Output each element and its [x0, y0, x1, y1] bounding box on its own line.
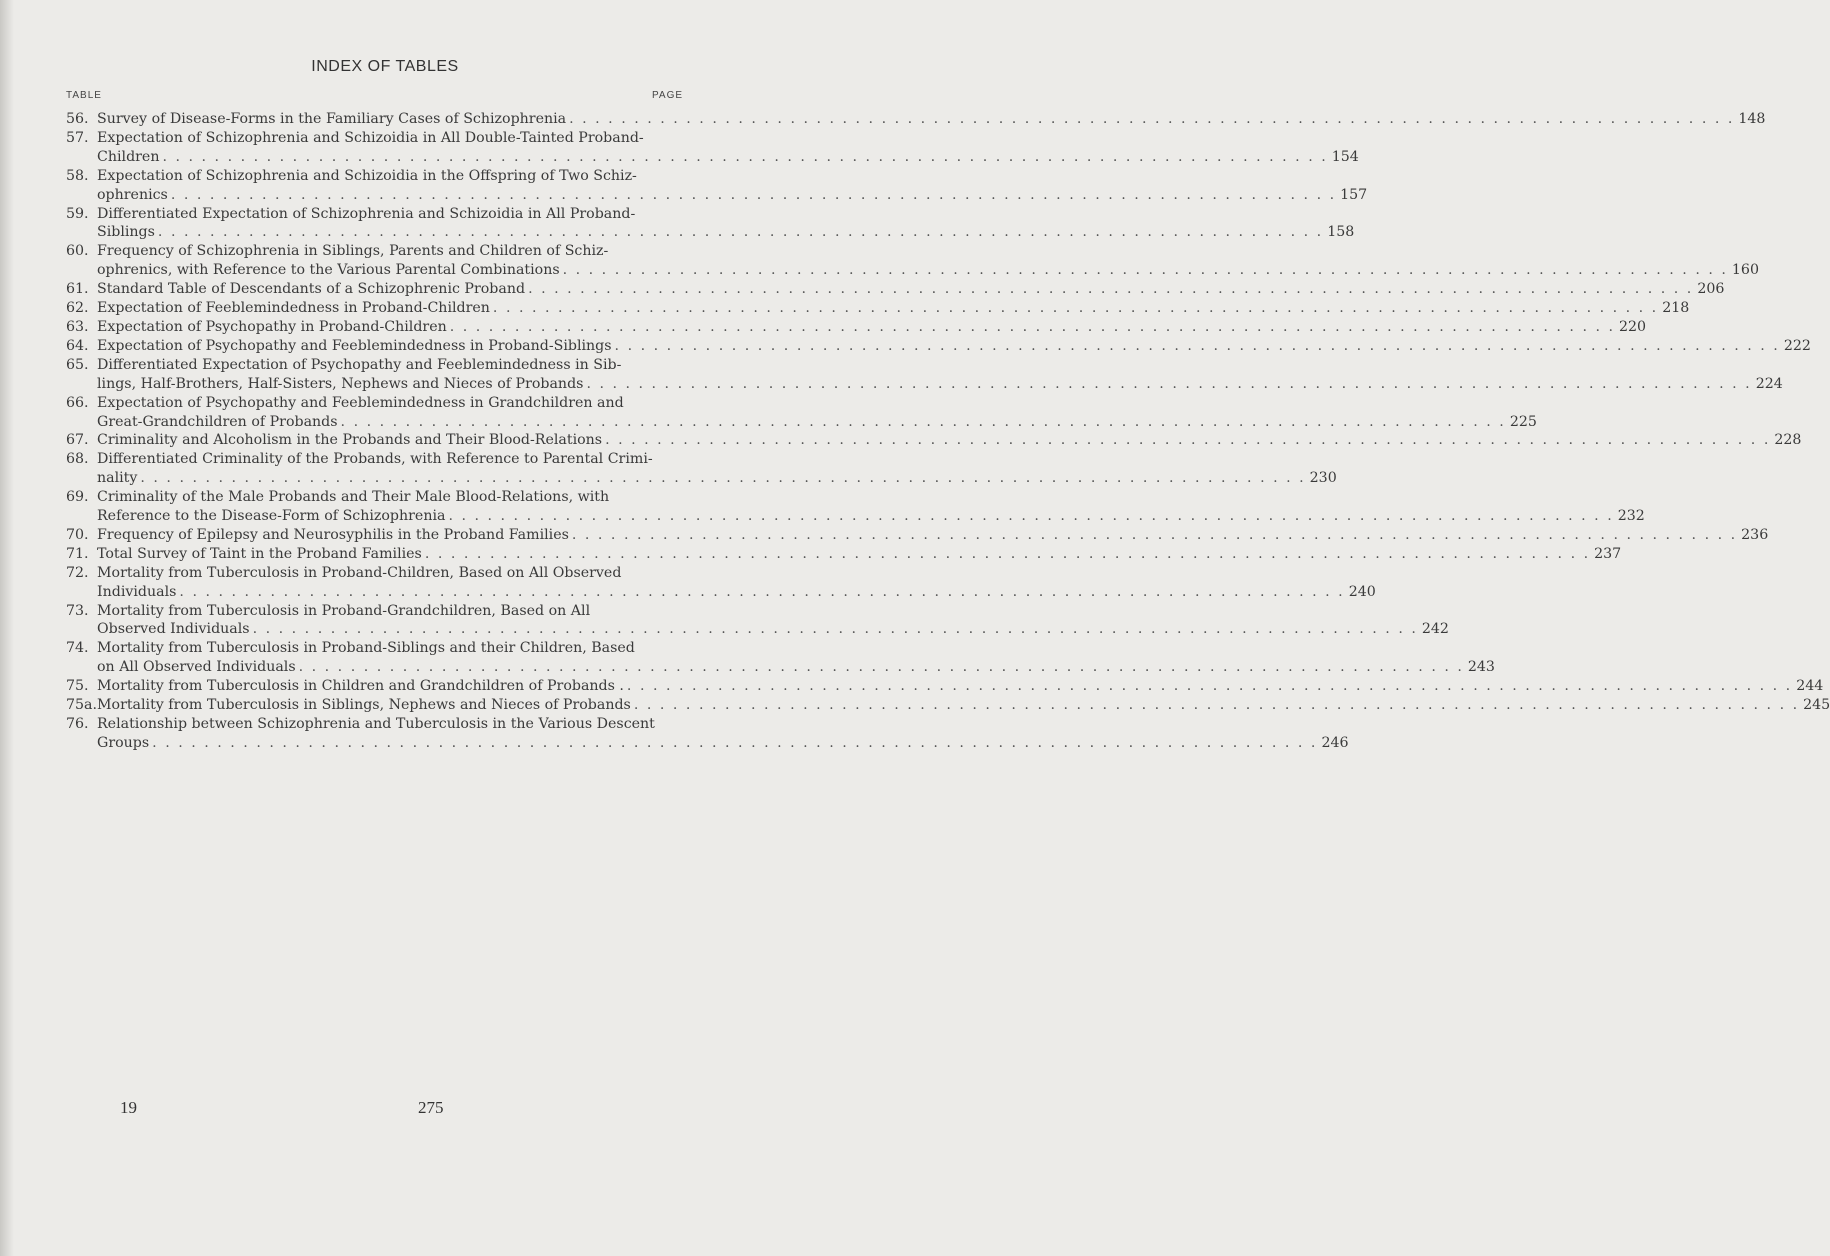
entry-line	[66, 450, 711, 469]
entry-page-number: 224	[1755, 375, 1783, 392]
index-entry	[66, 110, 1766, 129]
index-entry	[66, 394, 1537, 432]
entry-line	[66, 205, 711, 224]
entry-number: 63.	[66, 318, 89, 335]
entry-number: 64.	[66, 337, 89, 354]
entry-page-number: 245	[1803, 697, 1830, 714]
entry-number: 72.	[66, 564, 89, 581]
dot-leader: . . . . . . . . . . . . . . . . . . . . . . . . . . . . . . . . . . . . . . . . . . . . . . . . . . . . . . . . . . . . . . . . . . . . . . . . . . . . . . . . . . . . . . . . . .	[424, 545, 1591, 562]
entry-number: 57.	[66, 129, 89, 146]
entry-line	[66, 413, 1537, 432]
entry-number: 73.	[66, 602, 89, 619]
index-entry	[66, 639, 1495, 677]
entry-line	[66, 129, 711, 148]
entry-title-text: Siblings	[97, 224, 155, 241]
entry-number: 62.	[66, 300, 89, 317]
entry-page-number: 242	[1421, 621, 1449, 638]
entry-title-text: Differentiated Criminality of the Probands, with Reference to Parental Crimi-	[97, 451, 653, 468]
entry-title-text: Observed Individuals	[97, 621, 250, 638]
entry-title-text: nality	[97, 470, 138, 487]
index-entry	[66, 356, 1783, 394]
entry-page-number: 148	[1738, 111, 1766, 127]
entry-title-text: Mortality from Tuberculosis in Proband-Siblings and their Children, Based	[97, 640, 635, 657]
index-entry	[66, 242, 1759, 280]
dot-leader: . . . . . . . . . . . . . . . . . . . . . . . . . . . . . . . . . . . . . . . . . . . . . . . . . . . . . . . . . . . . . . . . . . . . . . . . . . . . . . . . . . . . . . . . . .	[562, 262, 1728, 279]
entry-line	[66, 242, 711, 261]
entry-number: 66.	[66, 394, 89, 411]
entry-line	[66, 223, 1355, 242]
dot-leader: . . . . . . . . . . . . . . . . . . . . . . . . . . . . . . . . . . . . . . . . . . . . . . . . . . . . . . . . . . . . . . . . . . . . . . . . . . . . . . . . . . . . . . . . . .	[170, 186, 1337, 203]
entry-page-number: 157	[1340, 186, 1368, 203]
entry-line	[66, 318, 1647, 337]
entry-title-text: Criminality of the Male Probands and Their Male Blood-Relations, with	[97, 489, 610, 506]
entry-number: 68.	[66, 451, 89, 468]
column-header-page: PAGE	[652, 90, 684, 101]
entry-number: 71.	[66, 545, 89, 562]
entry-title-text: on All Observed Individuals	[97, 659, 296, 676]
index-entry	[66, 280, 1725, 299]
entry-title-text: Expectation of Schizophrenia and Schizoidia in the Offspring of Two Schiz-	[97, 167, 637, 184]
entry-line	[66, 545, 1622, 564]
entry-line	[66, 526, 1769, 545]
index-entry	[66, 431, 1802, 450]
page-title: INDEX OF TABLES	[311, 58, 459, 75]
entry-title-text: Mortality from Tuberculosis in Proband-Children, Based on All Observed	[97, 564, 622, 581]
entry-page-number: 225	[1509, 413, 1537, 430]
index-entry	[66, 696, 1830, 715]
index-entry	[66, 545, 1622, 564]
entry-page-number: 154	[1331, 148, 1359, 165]
entry-title-text: lings, Half-Brothers, Half-Sisters, Nephews and Nieces of Probands	[97, 375, 584, 392]
entry-page-number: 206	[1697, 281, 1725, 298]
entry-line	[66, 394, 711, 413]
entry-line	[66, 469, 1337, 488]
dot-leader: . . . . . . . . . . . . . . . . . . . . . . . . . . . . . . . . . . . . . . . . . . . . . . . . . . . . . . . . . . . . . . . . . . . . . . . . . . . . . . . . . . . . . . . . . .	[298, 659, 1464, 676]
entry-line	[66, 148, 1359, 167]
entry-number: 65.	[66, 356, 89, 373]
entry-number: 76.	[66, 716, 89, 732]
entry-title-text: Great-Grandchildren of Probands	[97, 413, 338, 430]
entry-page-number: 237	[1594, 545, 1622, 562]
dot-leader: . . . . . . . . . . . . . . . . . . . . . . . . . . . . . . . . . . . . . . . . . . . . . . . . . . . . . . . . . . . . . . . . . . . . . . . . . . . . . . . . . . . . . . . . . .	[614, 337, 1780, 354]
entry-number: 70.	[66, 526, 89, 543]
entry-title-text: Groups	[97, 734, 150, 751]
entry-line	[66, 356, 711, 375]
entry-title-text: Mortality from Tuberculosis in Proband-Grandchildren, Based on All	[97, 602, 591, 619]
entry-number: 75a.	[66, 697, 98, 714]
index-entry	[66, 299, 1690, 318]
entry-line	[66, 620, 1449, 639]
entry-line	[66, 564, 711, 583]
index-entry	[66, 677, 1824, 696]
entry-title-text: Criminality and Alcoholism in the Probands and Their Blood-Relations	[97, 432, 603, 449]
entry-page-number: 228	[1774, 432, 1802, 449]
index-entry	[66, 602, 1449, 640]
entry-page-number: 236	[1741, 526, 1769, 543]
entry-line	[66, 167, 711, 186]
entry-title-text: Expectation of Psychopathy and Feeblemindedness in Proband-Siblings	[97, 337, 612, 354]
index-entry	[66, 564, 1376, 602]
entry-line	[66, 431, 1802, 450]
dot-leader: . . . . . . . . . . . . . . . . . . . . . . . . . . . . . . . . . . . . . . . . . . . . . . . . . . . . . . . . . . . . . . . . . . . . . . . . . . . . . . . . . . . . . . . . . .	[626, 678, 1793, 695]
dot-leader: . . . . . . . . . . . . . . . . . . . . . . . . . . . . . . . . . . . . . . . . . . . . . . . . . . . . . . . . . . . . . . . . . . . . . . . . . . . . . . . . . . . . . . . . . .	[528, 281, 1694, 298]
dot-leader: . . . . . . . . . . . . . . . . . . . . . . . . . . . . . . . . . . . . . . . . . . . . . . . . . . . . . . . . . . . . . . . . . . . . . . . . . . . . . . . . . . . . . . . . . .	[571, 526, 1738, 543]
entry-page-number: 246	[1321, 734, 1349, 751]
entry-line	[66, 280, 1725, 299]
entry-number: 59.	[66, 205, 89, 222]
column-header-table: TABLE	[66, 90, 102, 101]
entry-number: 69.	[66, 489, 89, 506]
entry-title-text: Frequency of Schizophrenia in Siblings, Parents and Children of Schiz-	[97, 243, 609, 260]
entry-title-text: ophrenics, with Reference to the Various Parental Combinations	[97, 262, 560, 279]
dot-leader: . . . . . . . . . . . . . . . . . . . . . . . . . . . . . . . . . . . . . . . . . . . . . . . . . . . . . . . . . . . . . . . . . . . . . . . . . . . . . . . . . . . . . . . . . .	[605, 432, 1771, 449]
entry-line	[66, 375, 1783, 394]
entry-title-text: Expectation of Schizophrenia and Schizoidia in All Double-Tainted Proband-	[97, 129, 644, 146]
entry-title-text: Expectation of Feeblemindedness in Proband-Children	[97, 300, 490, 317]
entry-page-number: 240	[1348, 583, 1376, 600]
index-entry	[66, 205, 1355, 243]
entry-title-text: Differentiated Expectation of Schizophrenia and Schizoidia in All Proband-	[97, 205, 636, 222]
entry-title-text: Survey of Disease-Forms in the Familiary Cases of Schizophrenia	[97, 111, 567, 127]
entry-line	[66, 715, 711, 734]
dot-leader: . . . . . . . . . . . . . . . . . . . . . . . . . . . . . . . . . . . . . . . . . . . . . . . . . . . . . . . . . . . . . . . . . . . . . . . . . . . . . . . . . . . . . . . . . .	[633, 697, 1800, 714]
entry-title-text: Differentiated Expectation of Psychopathy and Feeblemindedness in Sib-	[97, 356, 622, 373]
dot-leader: . . . . . . . . . . . . . . . . . . . . . . . . . . . . . . . . . . . . . . . . . . . . . . . . . . . . . . . . . . . . . . . . . . . . . . . . . . . . . . . . . . . . . . . . . .	[492, 300, 1659, 317]
entry-number: 61.	[66, 281, 89, 298]
index-entry	[66, 129, 1359, 167]
entry-title-text: Frequency of Epilepsy and Neurosyphilis in the Proband Families	[97, 526, 569, 543]
dot-leader: . . . . . . . . . . . . . . . . . . . . . . . . . . . . . . . . . . . . . . . . . . . . . . . . . . . . . . . . . . . . . . . . . . . . . . . . . . . . . . . . . . . . . . . . . .	[586, 375, 1752, 392]
entry-line	[66, 488, 711, 507]
entry-page-number: 244	[1796, 678, 1824, 695]
dot-leader: . . . . . . . . . . . . . . . . . . . . . . . . . . . . . . . . . . . . . . . . . . . . . . . . . . . . . . . . . . . . . . . . . . . . . . . . . . . . . . . . . . . . . . . . . .	[448, 508, 1614, 525]
entry-line	[66, 583, 1376, 602]
index-entry	[66, 450, 1337, 488]
page-edge-shadow	[0, 0, 14, 1256]
table-index-list	[66, 110, 1830, 753]
dot-leader: . . . . . . . . . . . . . . . . . . . . . . . . . . . . . . . . . . . . . . . . . . . . . . . . . . . . . . . . . . . . . . . . . . . . . . . . . . . . . . . . . . . . . . . . . .	[449, 318, 1615, 335]
entry-page-number: 158	[1327, 224, 1355, 241]
index-entry	[66, 337, 1811, 356]
entry-number: 58.	[66, 167, 89, 184]
entry-title-text: Expectation of Psychopathy in Proband-Children	[97, 318, 447, 335]
entry-page-number: 230	[1309, 470, 1337, 487]
entry-page-number: 232	[1617, 508, 1645, 525]
entry-page-number: 222	[1783, 337, 1811, 354]
dot-leader: . . . . . . . . . . . . . . . . . . . . . . . . . . . . . . . . . . . . . . . . . . . . . . . . . . . . . . . . . . . . . . . . . . . . . . . . . . . . . . . . . . . . . . . . . .	[157, 224, 1324, 241]
dot-leader: . . . . . . . . . . . . . . . . . . . . . . . . . . . . . . . . . . . . . . . . . . . . . . . . . . . . . . . . . . . . . . . . . . . . . . . . . . . . . . . . . . . . . . . . . .	[140, 470, 1306, 487]
entry-line	[66, 658, 1495, 677]
entry-line	[66, 507, 1645, 526]
entry-title-text: Mortality from Tuberculosis in Children and Grandchildren of Probands .	[97, 678, 624, 695]
entry-line	[66, 696, 1830, 715]
entry-title-text: Mortality from Tuberculosis in Siblings, Nephews and Nieces of Probands	[97, 697, 631, 714]
index-entry	[66, 167, 1368, 205]
dot-leader: . . . . . . . . . . . . . . . . . . . . . . . . . . . . . . . . . . . . . . . . . . . . . . . . . . . . . . . . . . . . . . . . . . . . . . . . . . . . . . . . . . . . . . . . . .	[569, 111, 1735, 127]
dot-leader: . . . . . . . . . . . . . . . . . . . . . . . . . . . . . . . . . . . . . . . . . . . . . . . . . . . . . . . . . . . . . . . . . . . . . . . . . . . . . . . . . . . . . . . . . .	[179, 583, 1345, 600]
entry-number: 56.	[66, 111, 89, 127]
entry-line	[66, 110, 1766, 129]
entry-number: 67.	[66, 432, 89, 449]
entry-title-text: Standard Table of Descendants of a Schizophrenic Proband	[97, 281, 526, 298]
entry-line	[66, 639, 711, 658]
dot-leader: . . . . . . . . . . . . . . . . . . . . . . . . . . . . . . . . . . . . . . . . . . . . . . . . . . . . . . . . . . . . . . . . . . . . . . . . . . . . . . . . . . . . . . . . . .	[340, 413, 1506, 430]
entry-line	[66, 261, 1759, 280]
entry-title-text: ophrenics	[97, 186, 168, 203]
page-number: 275	[418, 1098, 444, 1117]
index-entry	[66, 526, 1769, 545]
index-entry	[66, 715, 1349, 753]
entry-title-text: Reference to the Disease-Form of Schizophrenia	[97, 508, 446, 525]
entry-number: 60.	[66, 243, 89, 260]
signature-mark: 19	[120, 1098, 137, 1117]
entry-title-text: Individuals	[97, 583, 177, 600]
entry-line	[66, 734, 1349, 753]
entry-title-text: Expectation of Psychopathy and Feeblemindedness in Grandchildren and	[97, 394, 624, 411]
dot-leader: . . . . . . . . . . . . . . . . . . . . . . . . . . . . . . . . . . . . . . . . . . . . . . . . . . . . . . . . . . . . . . . . . . . . . . . . . . . . . . . . . . . . . . . . . .	[152, 734, 1318, 751]
entry-line	[66, 602, 711, 621]
index-entry	[66, 488, 1645, 526]
entry-title-text: Children	[97, 148, 160, 165]
entry-title-text: Relationship between Schizophrenia and Tuberculosis in the Various Descent	[97, 716, 655, 732]
entry-page-number: 243	[1467, 659, 1495, 676]
entry-line	[66, 677, 1824, 696]
entry-line	[66, 337, 1811, 356]
entry-title-text: Total Survey of Taint in the Proband Families	[97, 545, 422, 562]
entry-line	[66, 299, 1690, 318]
index-entry	[66, 318, 1647, 337]
entry-page-number: 218	[1662, 300, 1690, 317]
entry-page-number: 220	[1619, 318, 1647, 335]
entry-number: 75.	[66, 678, 89, 695]
dot-leader: . . . . . . . . . . . . . . . . . . . . . . . . . . . . . . . . . . . . . . . . . . . . . . . . . . . . . . . . . . . . . . . . . . . . . . . . . . . . . . . . . . . . . . . . . .	[252, 621, 1418, 638]
dot-leader: . . . . . . . . . . . . . . . . . . . . . . . . . . . . . . . . . . . . . . . . . . . . . . . . . . . . . . . . . . . . . . . . . . . . . . . . . . . . . . . . . . . . . . . . . .	[162, 148, 1328, 165]
entry-number: 74.	[66, 640, 89, 657]
entry-line	[66, 186, 1368, 205]
entry-page-number: 160	[1731, 262, 1759, 279]
